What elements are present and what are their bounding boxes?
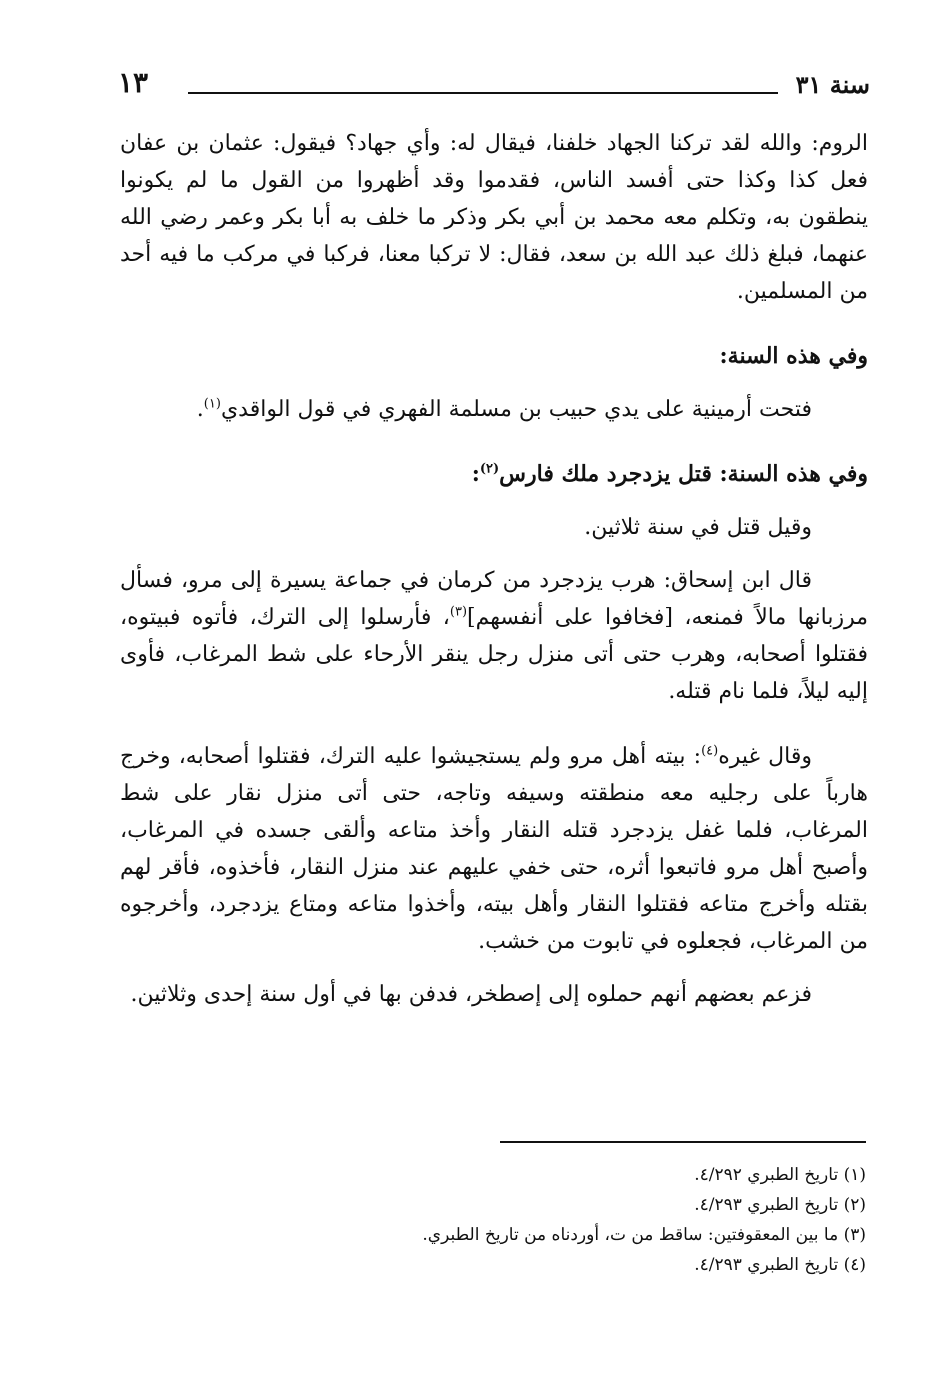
- running-head-year: سنة ٣١: [795, 70, 870, 99]
- footnote-4: (٤) تاريخ الطبري ٤/٢٩٣.: [694, 1255, 866, 1275]
- page-header: [118, 66, 870, 110]
- footnote-1: (١) تاريخ الطبري ٤/٢٩٢.: [694, 1165, 866, 1185]
- section-heading-1: وفي هذه السنة:: [719, 343, 868, 369]
- page-number: ١٣: [118, 66, 149, 99]
- footnote-ref-4: (٤): [701, 743, 719, 759]
- paragraph-2-text: فتحت أرمينية على يدي حبيب بن مسلمة الفهري في قول الواقدي: [220, 397, 812, 422]
- paragraph-4-text-b: ، فأرسلوا إلى الترك، فأتوه فبيتوه، فقتلوا أصحابه، وهرب حتى أتى منزل رجل ينقر الأرحاء على شط المرغاب، فأوى إليه ليلاً، فلما نام قتله.: [120, 605, 868, 704]
- section-heading-2: [120, 456, 868, 493]
- footnote-ref-3: (٣): [449, 604, 468, 620]
- header-rule: [188, 92, 778, 94]
- section-heading-2-text: وفي هذه السنة: قتل يزدجرد ملك فارس: [499, 461, 868, 487]
- paragraph-2: [120, 391, 868, 428]
- footnote-separator: [500, 1141, 866, 1143]
- paragraph-5-text-b: : بيته أهل مرو ولم يستجيشوا عليه الترك، فقتلوا أصحابه، وخرج هارباً على رجليه معه منطقته وسيفه وتاجه، حتى أتى منزل نقار على شط المرغاب، فلما غفل يزدجرد قتله النقار وأخذ متاعه وألقى جسده في المرغاب، وأصبح أهل مرو فاتبعوا أثره، حتى خفي عليهم عند منزل النقار، فأخذوه، فأقر لهم بقتله وأخرج متاعه فقتلوا النقار وأهل بيته، وأخذوا متاعه ومتاع يزدجرد، وأخرجوه من المرغاب، فجعلوه في تابوت من خشب.: [120, 744, 868, 954]
- paragraph-5-text-a: وقال غيره: [718, 744, 812, 769]
- footnote-3: (٣) ما بين المعقوفتين: ساقط من ت، أوردناه من تاريخ الطبري.: [422, 1225, 866, 1245]
- paragraph-6: فزعم بعضهم أنهم حملوه إلى إصطخر، فدفن بها في أول سنة إحدى وثلاثين.: [130, 982, 812, 1007]
- footnotes: [300, 1160, 866, 1280]
- footnote-ref-2: (٢): [479, 461, 500, 477]
- paragraph-4: [120, 562, 868, 710]
- paragraph-4-text-a: قال ابن إسحاق: هرب يزدجرد من كرمان في جماعة يسيرة إلى مرو، فسأل مرزبانها مالاً فمنعه، [فخافوا على أنفسهم]: [120, 568, 868, 630]
- section-heading-2-end: :: [471, 461, 480, 487]
- paragraph-1: الروم: والله لقد تركنا الجهاد خلفنا، فيقال له: وأي جهاد؟ فيقول: عثمان بن عفان فعل كذا وكذا حتى أفسد الناس، فقدموا وقد أظهروا من القول ما لم يكونوا ينطقون به، وتكلم معه محمد بن أبي بكر وذكر ما خلف به أبا بكر وعمر رضي الله عنهما، فبلغ ذلك عبد الله بن سعد، فقال: لا تركبا معنا، فركبا في مركب ما فيه أحد من المسلمين.: [120, 131, 868, 304]
- paragraph-5: [120, 738, 868, 960]
- footnote-ref-1: (١): [203, 396, 221, 412]
- paragraph-2-end: .: [196, 397, 204, 422]
- main-text: [120, 125, 868, 1029]
- paragraph-3: وقيل قتل في سنة ثلاثين.: [584, 515, 812, 540]
- footnote-2: (٢) تاريخ الطبري ٤/٢٩٣.: [694, 1195, 866, 1215]
